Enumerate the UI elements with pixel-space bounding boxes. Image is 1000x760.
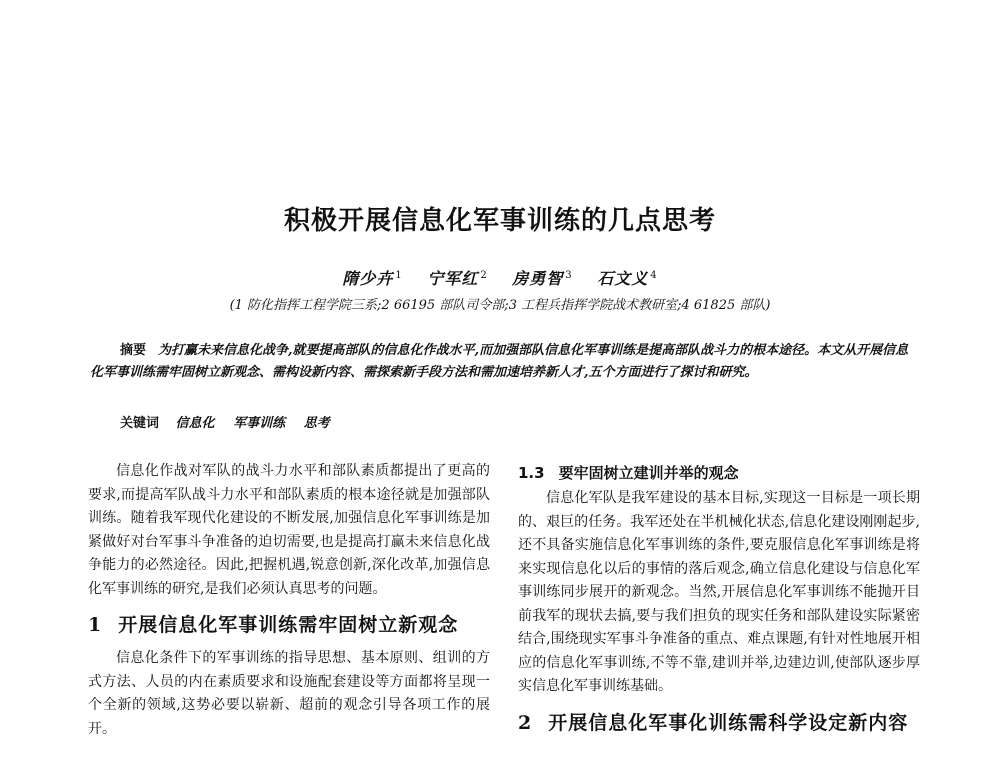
right-column [518, 461, 920, 745]
section-number: 1 [88, 614, 103, 636]
section-number: 2 [518, 711, 533, 734]
subsection-number: 1.3 [518, 464, 545, 482]
author: 宁军红 $^2$ [427, 269, 488, 288]
section-2-heading [518, 711, 920, 735]
keyword: 军事训练 [233, 416, 286, 431]
section-title: 开展信息化军事训练需牢固树立新观念 [118, 614, 459, 636]
affiliations: (1 防化指挥工程学院三系;2 66195 部队司令部;3 工程兵指挥学院战术教研室;4 61825 部队) [229, 298, 771, 313]
keywords [120, 412, 344, 431]
keywords-label: 关键词 [120, 416, 160, 431]
author: 房勇智 $^3$ [512, 269, 573, 288]
keyword: 思考 [303, 416, 330, 431]
author: 石文义 $^4$ [597, 269, 658, 288]
subsection-1-3-heading [518, 461, 920, 485]
section-1-paragraph: 信息化条件下的军事训练的指导思想、基本原则、组训的方式方法、人员的内在素质要求和设施配套建设等方面都将呈现一个全新的领域,这势必要以崭新、超前的观念引导各项工作的展开。 [88, 650, 490, 737]
keyword: 信息化 [175, 416, 215, 431]
section-1-heading [88, 613, 490, 637]
paper-title: 积极开展信息化军事训练的几点思考 [283, 206, 716, 236]
subsection-title: 要牢固树立建训并举的观念 [558, 464, 739, 482]
author-list [0, 266, 1000, 289]
subsection-1-3-paragraph: 信息化军队是我军建设的基本目标,实现这一目标是一项长期的、艰巨的任务。我军还处在半机械化状态,信息化建设刚刚起步,还不具备实施信息化军事训练的条件,要克服信息化军事训练是将来实现信息化以后的事情的落后观念,确立信息化建设与信息化军事训练同步展开的新观念。当然,开展信息化军事训练不能抛开目前我军的现状去搞,要与我们担负的现实任务和部队建设实际紧密结合,围绕现实军事斗争准备的重点、难点课题,有针对性地展开相应的信息化军事训练,不等不靠,建训并举,边建边训,使部队逐步厚实信息化军事训练基础。 [518, 490, 920, 694]
section-title: 开展信息化军事化训练需科学设定新内容 [548, 711, 909, 734]
abstract [90, 340, 918, 384]
intro-paragraph: 信息化作战对军队的战斗力水平和部队素质都提出了更高的要求,而提高军队战斗力水平和部队素质的根本途径就是加强部队训练。随着我军现代化建设的不断发展,加强信息化军事训练是加紧做好对台军事斗争准备的迫切需要,也是提高打赢未来信息化战争能力的必然途径。因此,把握机遇,锐意创新,深化改革,加强信息化军事训练的研究,是我们必须认真思考的问题。 [88, 463, 490, 597]
abstract-text: 为打赢未来信息化战争,就要提高部队的信息化作战水平,而加强部队信息化军事训练是提高部队战斗力的根本途径。本文从开展信息化军事训练需牢固树立新观念、需构设新内容、需探索新手段方法和需加速培养新人才,五个方面进行了探讨和研究。 [90, 343, 909, 380]
author: 隋少卉 $^1$ [342, 269, 403, 288]
left-column [88, 460, 490, 741]
abstract-label: 摘要 [120, 343, 147, 358]
